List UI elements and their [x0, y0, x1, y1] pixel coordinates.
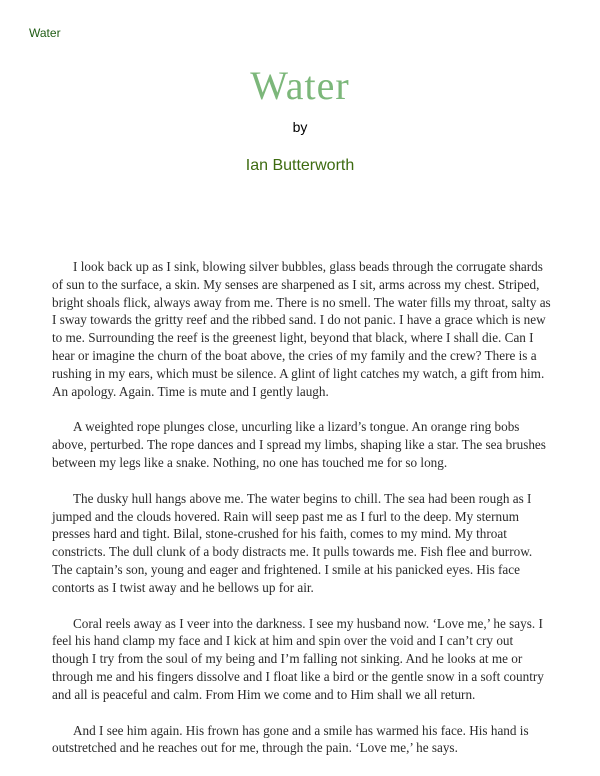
- story-body: [52, 258, 551, 775]
- paragraph: A weighted rope plunges close, uncurling like a lizard’s tongue. An orange ring bobs above, perturbed. The rope dances and I spread my limbs, shaping like a star. The sea brushes between my legs like a snake. Nothing, no one has touched me for so long.: [52, 419, 546, 470]
- author-name: Ian Butterworth: [245, 157, 355, 174]
- paragraph: I look back up as I sink, blowing silver bubbles, glass beads through the corrugate shards of sun to the surface, a skin. My senses are sharpened as I sit, arms across my chest. Striped, bright shoals flick, always away from me. There is no smell. The water fills my throat, salty as I sway towards the gritty reef and the ribbed sand. I do not panic. I have a grace which is new to me. Surrounding the reef is the greenest light, beyond that black, where I shall die. Can I hear or imagine the churn of the boat above, the cries of my family and the crew? There is a rushing in my ears, which must be silence. A glint of light catches my watch, a gift from him. An apology. Again. Time is mute and I gently laugh.: [52, 259, 551, 399]
- paragraph: Coral reels away as I veer into the darkness. I see my husband now. ‘Love me,’ he says. I feel his hand clamp my face and I kick at him and spin over the void and I can’t cry out though I try from the soul of my being and I’m falling not sinking. And he looks at me or through me and his fingers dissolve and I float like a bird or the gentle snow in a soft country and all is peaceful and calm. From Him we come and to Him shall we all return.: [52, 615, 544, 702]
- paragraph: And I see him again. His frown has gone and a smile has warmed his face. His hand is outstretched and he reaches out for me, through the pain. ‘Love me,’ he says.: [52, 722, 529, 756]
- paragraph: The dusky hull hangs above me. The water begins to chill. The sea had been rough as I jumped and the clouds hovered. Rain will seep past me as I furl to the deep. My sternum presses hard and tight. Bilal, stone-crushed for his faith, comes to my mind. My throat constricts. The dull clunk of a body distracts me. It pulls towards me. Fish flee and burrow. The captain’s son, young and eager and frightened. I smile at his panicked eyes. His face contorts as I twist away and he bellows up for air.: [52, 490, 533, 595]
- running-header: Water: [29, 26, 61, 40]
- story-title: Water: [250, 63, 350, 108]
- byline: by: [292, 119, 308, 135]
